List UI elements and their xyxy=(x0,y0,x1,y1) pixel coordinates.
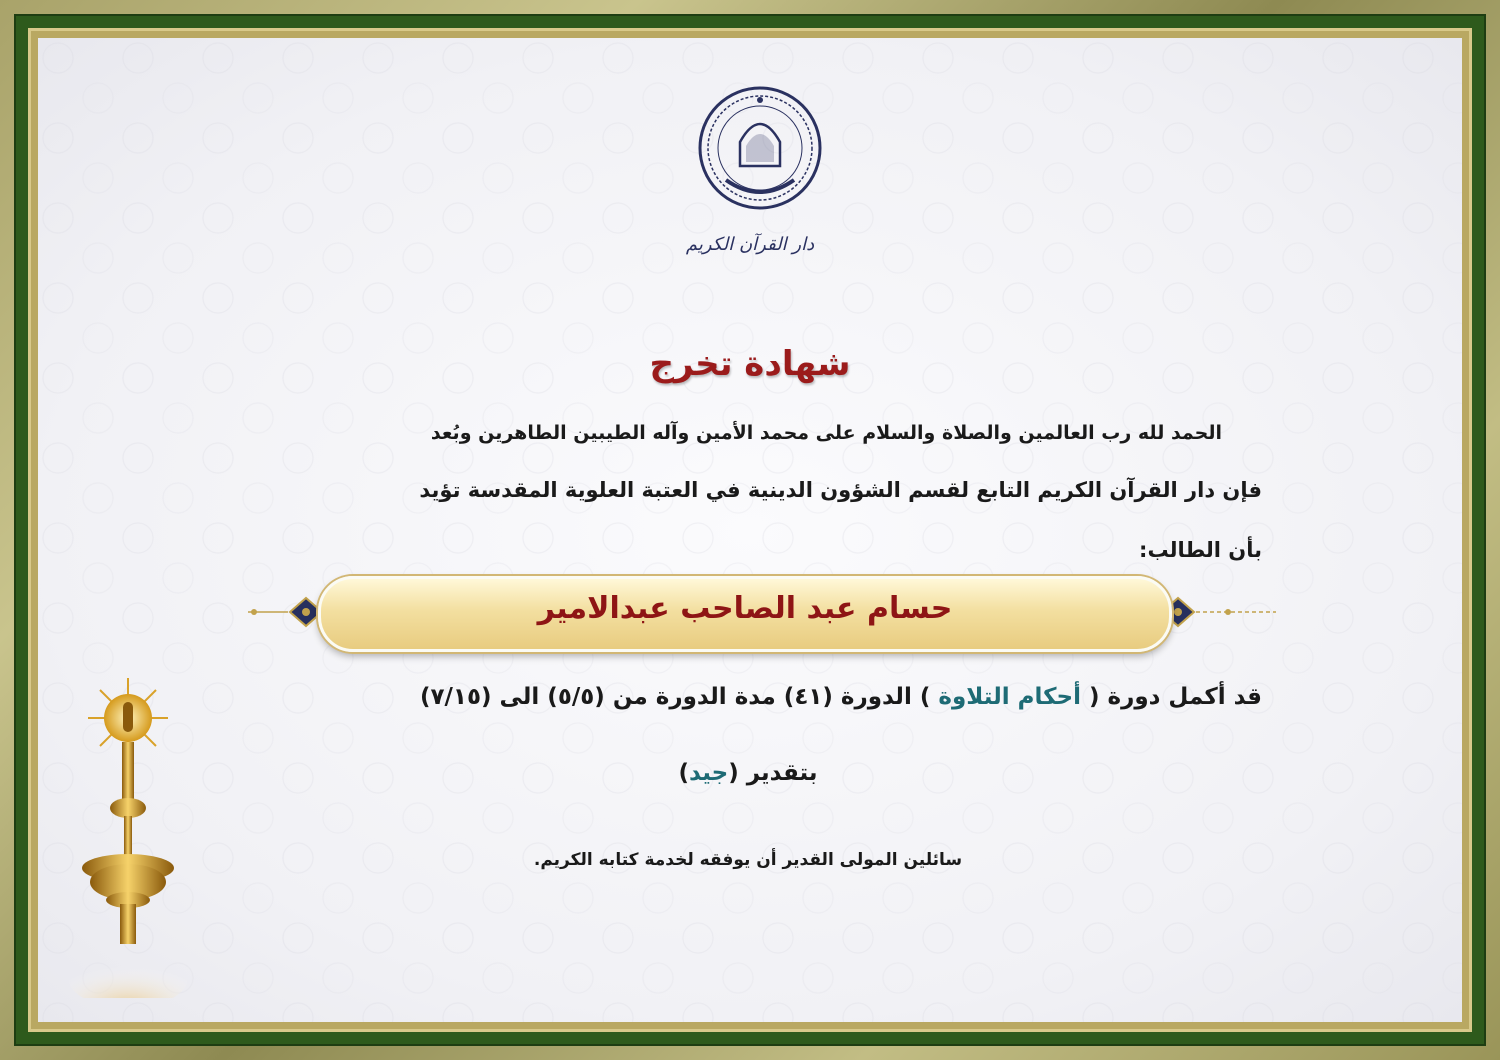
dome-finial-emblem-icon xyxy=(68,678,188,998)
course-prefix: قد أكمل دورة ( xyxy=(1088,684,1262,710)
right-ornament-icon xyxy=(1156,592,1276,632)
grade-prefix: بتقدير ( xyxy=(728,760,818,786)
praise-line: الحمد لله رب العالمين والصلاة والسلام على محمد الأمين وآله الطيبين الطاهرين وبُعد xyxy=(430,422,1222,444)
institution-line: فإن دار القرآن الكريم التابع لقسم الشؤون الدينية في العتبة العلوية المقدسة تؤيد xyxy=(419,478,1262,502)
grade-line xyxy=(598,760,898,786)
grade-value: جيد xyxy=(688,760,729,786)
shrine-seal-logo xyxy=(696,84,824,212)
certificate-title: شهادة تخرج xyxy=(649,344,851,384)
closing-line: سائلين المولى القدير أن يوفقه لخدمة كتابه الكريم. xyxy=(533,850,963,870)
course-details: ) الدورة (٤١) مدة الدورة من (٥/٥) الى (٧/١٥) xyxy=(419,684,931,710)
student-name-banner xyxy=(318,576,1172,652)
student-name: حسام عبد الصاحب عبدالامير xyxy=(537,591,953,626)
course-name: أحكام التلاوة xyxy=(938,684,1081,710)
logo-subtitle: دار القرآن الكريم xyxy=(685,234,815,255)
course-line xyxy=(420,684,1262,710)
left-ornament-icon xyxy=(248,592,328,632)
certificate-paper xyxy=(38,38,1462,1022)
grade-suffix: ) xyxy=(678,760,689,786)
student-label: بأن الطالب: xyxy=(1139,538,1262,562)
